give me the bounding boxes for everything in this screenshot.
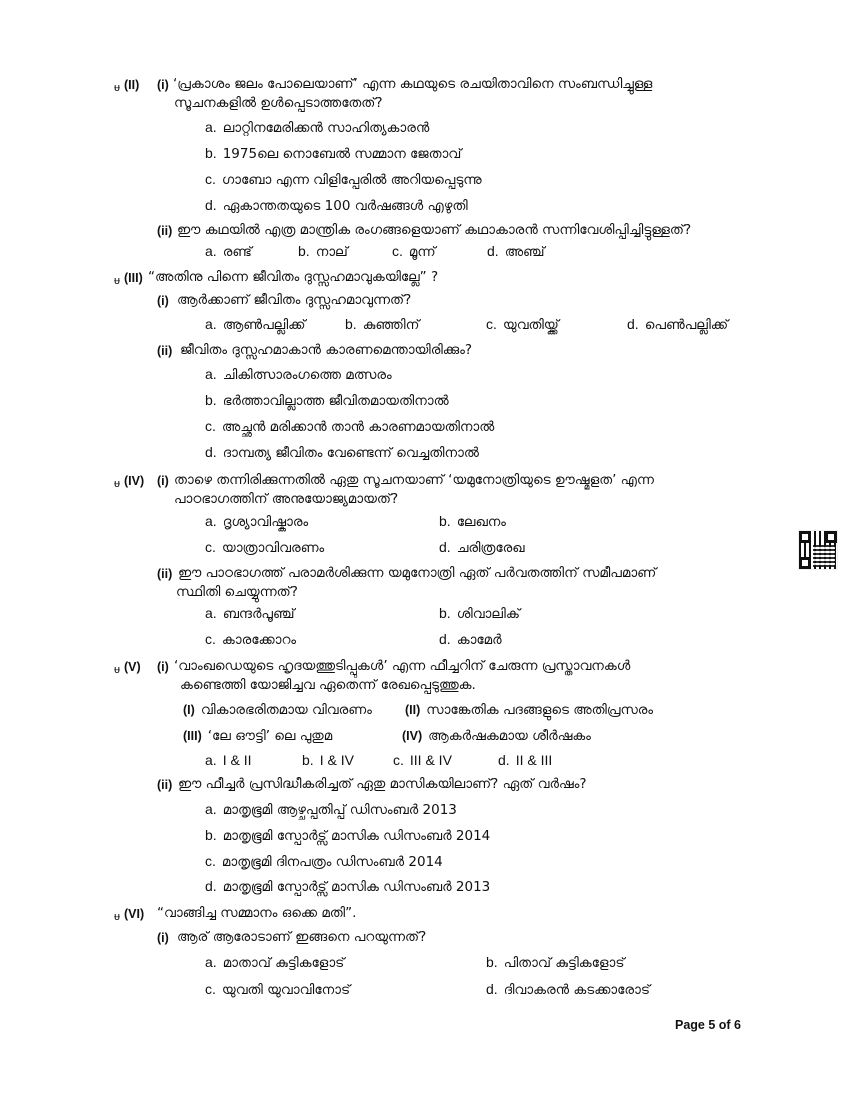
subquestion-label: (i)	[157, 294, 169, 308]
option-letter: d.	[487, 243, 499, 259]
option-text: II & III	[515, 752, 553, 768]
option-item	[205, 316, 305, 333]
option-letter: a.	[205, 366, 217, 382]
question-number: (III)	[124, 271, 143, 285]
statement-item	[405, 702, 653, 718]
option-item	[205, 513, 308, 530]
option-letter: c.	[486, 316, 497, 332]
option-text: കാരക്കോറം	[221, 632, 297, 648]
option-text: യാത്രാവിവരണം	[221, 540, 325, 556]
option-letter: d.	[486, 981, 498, 997]
option-text: ഭർത്താവില്ലാത്ത ജീവിതമായതിനാൽ	[222, 393, 449, 409]
question-number: (VI)	[124, 907, 145, 921]
option-item	[205, 878, 490, 895]
question-bullet: ᵾ	[114, 274, 121, 287]
question-quote: “അതിനു പിന്നെ ജീവിതം ദുസ്സഹമാവുകയില്ലേ” ?	[148, 269, 439, 285]
option-item	[205, 981, 350, 998]
subquestion-label: (ii)	[157, 224, 173, 238]
option-text: ദാമ്പത്യ ജീവിതം വേണ്ടെന്ന് വെച്ചതിനാൽ	[222, 445, 479, 461]
option-text: നാല്	[315, 244, 348, 260]
statement-numeral: (IV)	[402, 729, 423, 743]
option-text: ഗാബോ എന്ന വിളിപ്പേരിൽ അറിയപ്പെടുന്നു	[221, 172, 482, 188]
question-text: ‘പ്രകാശം ജലം പോലെയാണ്’ എന്ന കഥയുടെ രചയിതാവിനെ സംബന്ധിച്ചുള്ള	[173, 76, 653, 92]
option-letter: c.	[205, 418, 216, 434]
option-item	[205, 605, 294, 622]
subquestion-label: (i)	[157, 474, 169, 488]
option-item	[205, 392, 449, 409]
question-bullet: ᵾ	[114, 81, 121, 94]
option-letter: c.	[392, 243, 403, 259]
option-item	[205, 801, 457, 818]
option-item	[627, 316, 728, 333]
option-text: കാമേർ	[456, 632, 502, 648]
option-text: രണ്ട്	[222, 244, 252, 260]
option-item	[205, 539, 324, 556]
option-letter: a.	[205, 752, 217, 768]
option-text: ആൺപല്ലിക്ക്	[222, 317, 306, 333]
question-bullet: ᵾ	[114, 910, 121, 923]
option-text: ശിവാലിക്	[456, 606, 520, 622]
option-text: മാതൃഭൂമി ആഴ്ചപ്പതിപ്പ് ഡിസംബർ 2013	[222, 802, 457, 818]
option-letter: b.	[345, 316, 357, 332]
option-letter: d.	[205, 878, 217, 894]
question-bullet: ᵾ	[114, 663, 121, 676]
option-item	[486, 981, 650, 998]
option-item	[298, 243, 348, 260]
option-item	[205, 366, 392, 383]
option-letter: c.	[393, 752, 404, 768]
option-text: യുവതിയ്ക്ക്	[502, 317, 559, 333]
question-number: (II)	[124, 78, 140, 92]
option-letter: d.	[439, 539, 451, 555]
option-letter: b.	[298, 243, 310, 259]
statement-text: ആകർഷകമായ ശീർഷകം	[428, 728, 591, 744]
option-item	[486, 954, 624, 971]
subquestion-label: (i)	[157, 931, 169, 945]
question-number: (V)	[124, 660, 141, 674]
question-text: കണ്ടെത്തി യോജിച്ചവ ഏതെന്ന് രേഖപ്പെടുത്തുക.	[180, 677, 476, 693]
question-text: ആര് ആരോടാണ് ഇങ്ങനെ പറയുന്നത്?	[177, 929, 427, 945]
option-letter: c.	[205, 539, 216, 555]
option-item	[205, 827, 490, 844]
subquestion-label: (i)	[157, 660, 169, 674]
option-letter: c.	[205, 631, 216, 647]
statement-text: സാങ്കേതിക പദങ്ങളുടെ അതിപ്രസരം	[426, 702, 654, 718]
question-text: സൂചനകളിൽ ഉൾപ്പെടാത്തതേത്?	[174, 95, 383, 111]
option-letter: a.	[205, 801, 217, 817]
option-letter: b.	[205, 392, 217, 408]
option-item	[439, 539, 525, 556]
question-text: ആർക്കാണ് ജീവിതം ദുസ്സഹമാവുന്നത്?	[177, 292, 412, 308]
qr-code-icon	[799, 531, 837, 569]
option-letter: b.	[302, 752, 314, 768]
option-item	[205, 119, 429, 136]
option-text: പെൺപല്ലിക്ക്	[644, 317, 729, 333]
option-item	[205, 444, 479, 461]
option-letter: a.	[205, 954, 217, 970]
option-item	[439, 513, 506, 530]
option-text: മൂന്ന്	[408, 244, 436, 260]
question-text: ഈ കഥയിൽ എത്ര മാന്ത്രിക രംഗങ്ങളെയാണ് കഥാകാരൻ സന്നിവേശിപ്പിച്ചിട്ടുള്ളത്?	[177, 222, 692, 238]
question-text: ‘വാംഖഡെയുടെ ഹൃദയത്തുടിപ്പുകൾ’ എന്ന ഫീച്ചറിന് ചേരുന്ന പ്രസ്താവനകൾ	[174, 658, 631, 674]
option-item	[205, 418, 494, 435]
option-letter: b.	[486, 954, 498, 970]
option-text: ലേഖനം	[456, 514, 506, 530]
option-item	[205, 752, 257, 769]
option-letter: b.	[205, 827, 217, 843]
option-text: ദിവാകരൻ കടക്കാരോട്	[503, 982, 651, 998]
question-bullet: ᵾ	[114, 477, 121, 490]
option-item	[205, 954, 344, 971]
option-item	[439, 605, 520, 622]
option-text: 1975ലെ നൊബേൽ സമ്മാന ജേതാവ്	[222, 146, 462, 162]
option-text: ലാറ്റിനമേരിക്കൻ സാഹിത്യകാരൻ	[222, 120, 430, 136]
option-letter: c.	[205, 171, 216, 187]
statement-text: വികാരഭരിതമായ വിവരണം	[200, 702, 372, 718]
option-letter: b.	[205, 145, 217, 161]
question-text: താഴെ തന്നിരിക്കുന്നതിൽ ഏതു സൂചനയാണ് ‘യമുനോത്രിയുടെ ഊഷ്മളത’ എന്ന	[174, 472, 654, 488]
option-item	[205, 171, 482, 188]
option-text: മാതാവ് കുട്ടികളോട്	[222, 955, 345, 971]
option-letter: a.	[205, 316, 217, 332]
option-letter: d.	[498, 752, 510, 768]
option-item	[205, 631, 296, 648]
option-letter: d.	[627, 316, 639, 332]
statement-item	[183, 702, 372, 718]
option-letter: a.	[205, 119, 217, 135]
subquestion-label: (ii)	[157, 567, 173, 581]
statement-numeral: (I)	[183, 703, 195, 717]
option-letter: a.	[205, 243, 217, 259]
option-item	[345, 316, 419, 333]
option-text: മാതൃഭൂമി സ്പോർട്സ് മാസിക ഡിസംബർ 2014	[222, 828, 491, 844]
statement-numeral: (II)	[405, 703, 421, 717]
question-quote: “വാങ്ങിച്ച സമ്മാനം ഒക്കെ മതി”.	[157, 905, 357, 921]
option-letter: d.	[439, 631, 451, 647]
option-text: ചികിത്സാരംഗത്തെ മത്സരം	[222, 367, 392, 383]
option-letter: a.	[205, 605, 217, 621]
option-text: കുഞ്ഞിന്	[362, 317, 420, 333]
statement-numeral: (III)	[183, 729, 202, 743]
option-text: അച്ഛൻ മരിക്കാൻ താൻ കാരണമായതിനാൽ	[221, 419, 495, 435]
option-text: ബന്ദർപൂഞ്ച്	[222, 606, 295, 622]
option-item	[205, 197, 468, 214]
option-text: ദൃശ്യാവിഷ്കാരം	[222, 514, 309, 530]
subquestion-label: (i)	[157, 78, 169, 92]
question-text: പാഠഭാഗത്തിന് അനുയോജ്യമായത്?	[174, 491, 399, 507]
option-item	[439, 631, 502, 648]
option-letter: c.	[205, 981, 216, 997]
option-text: യുവതി യുവാവിനോട്	[221, 982, 351, 998]
option-text: III & IV	[409, 752, 452, 768]
option-item	[393, 752, 458, 769]
subquestion-label: (ii)	[157, 344, 173, 358]
option-item	[498, 752, 558, 769]
question-number: (IV)	[124, 474, 145, 488]
option-letter: a.	[205, 513, 217, 529]
question-text: ഈ ഫീച്ചർ പ്രസിദ്ധീകരിച്ചത് ഏതു മാസികയിലാണ്? ഏത് വർഷം?	[178, 776, 587, 792]
statement-text: ‘ലേ ഔട്ടി’ ലെ പുതുമ	[207, 728, 333, 744]
option-letter: d.	[205, 197, 217, 213]
question-text: ജീവിതം ദുസ്സഹമാകാൻ കാരണമെന്തായിരിക്കും?	[180, 342, 473, 358]
option-text: പിതാവ് കുട്ടികളോട്	[503, 955, 625, 971]
option-text: I & II	[222, 752, 252, 768]
option-text: മാതൃഭൂമി ദിനപത്രം ഡിസംബർ 2014	[221, 854, 443, 870]
option-text: I & IV	[319, 752, 354, 768]
option-item	[486, 316, 559, 333]
option-item	[205, 853, 443, 870]
statement-item	[402, 728, 591, 744]
option-item	[302, 752, 360, 769]
page-number: Page 5 of 6	[675, 1018, 741, 1032]
option-text: ഏകാന്തതയുടെ 100 വർഷങ്ങൾ എഴുതി	[222, 198, 468, 214]
option-item	[205, 243, 252, 260]
option-text: മാതൃഭൂമി സ്പോർട്സ് മാസിക ഡിസംബർ 2013	[222, 879, 491, 895]
statement-item	[183, 728, 332, 744]
option-item	[205, 145, 461, 162]
option-text: അഞ്ച്	[504, 244, 545, 260]
option-item	[487, 243, 545, 260]
question-text: ഈ പാഠഭാഗത്ത് പരാമർശിക്കുന്ന യമുനോത്രി ഏത് പർവതത്തിന് സമീപമാണ്	[178, 565, 657, 581]
question-text: സ്ഥിതി ചെയ്യുന്നത്?	[176, 584, 298, 600]
option-item	[392, 243, 436, 260]
option-text: ചരിത്രരേഖ	[456, 540, 525, 556]
option-letter: d.	[205, 444, 217, 460]
option-letter: b.	[439, 605, 451, 621]
option-letter: b.	[439, 513, 451, 529]
subquestion-label: (ii)	[157, 778, 173, 792]
option-letter: c.	[205, 853, 216, 869]
